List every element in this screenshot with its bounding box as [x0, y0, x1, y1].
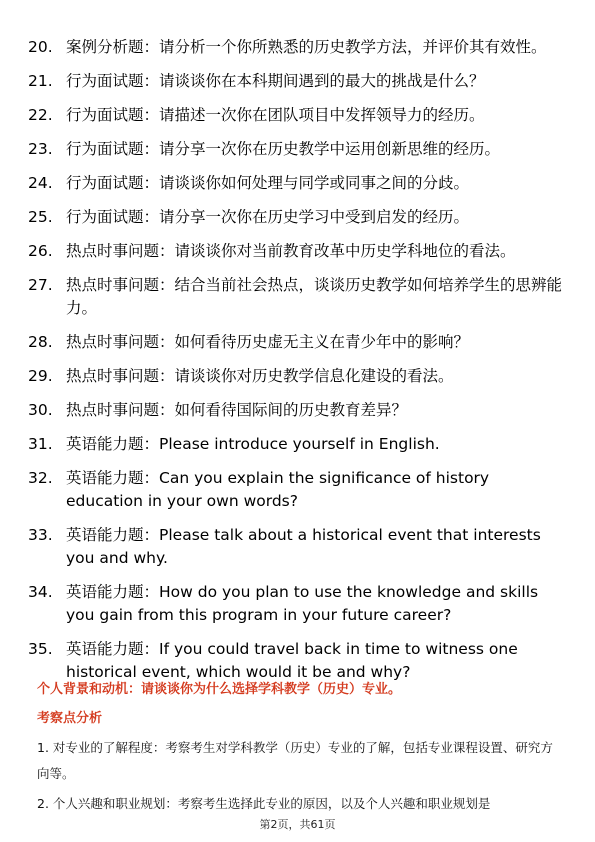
question-number: 27.: [28, 276, 53, 294]
question-item: [28, 206, 568, 229]
question-text: 热点时事问题：如何看待历史虚无主义在青少年中的影响？: [66, 333, 470, 351]
section-heading: 个人背景和动机：请谈谈你为什么选择学科教学（历史）专业。: [37, 682, 402, 697]
analysis-point: 1. 对专业的了解程度：考察考生对学科教学（历史）专业的了解，包括专业课程设置、研究方向等。: [37, 740, 553, 781]
question-number: 28.: [28, 333, 53, 351]
question-item: [28, 467, 568, 513]
question-number: 26.: [28, 242, 53, 260]
question-item: [28, 331, 568, 354]
question-item: [28, 36, 568, 59]
question-item: [28, 240, 568, 263]
question-number: 34.: [28, 583, 53, 601]
question-number: 30.: [28, 401, 53, 419]
question-text: 热点时事问题：结合当前社会热点，谈谈历史教学如何培养学生的思辨能力。: [66, 276, 563, 317]
question-text: 热点时事问题：请谈谈你对当前教育改革中历史学科地位的看法。: [66, 242, 516, 260]
question-text: 行为面试题：请分享一次你在历史教学中运用创新思维的经历。: [66, 140, 501, 158]
question-number: 22.: [28, 106, 53, 124]
question-number: 31.: [28, 435, 53, 453]
question-item: [28, 399, 568, 422]
question-item: [28, 70, 568, 93]
question-item: [28, 274, 568, 320]
question-item: [28, 104, 568, 127]
question-number: 33.: [28, 526, 53, 544]
question-text: 热点时事问题：请谈谈你对历史教学信息化建设的看法。: [66, 367, 454, 385]
question-number: 20.: [28, 38, 53, 56]
question-item: [28, 581, 568, 627]
question-number: 32.: [28, 469, 53, 487]
question-item: [28, 433, 568, 456]
analysis-point: 2. 个人兴趣和职业规划：考察考生选择此专业的原因，以及个人兴趣和职业规划是: [37, 796, 491, 811]
question-text: 英语能力题：Can you explain the significance of history education in your own words?: [66, 469, 490, 510]
question-text: 英语能力题：Please introduce yourself in English.: [66, 435, 440, 453]
analysis-list: [37, 735, 562, 821]
question-text: 英语能力题：How do you plan to use the knowledge and skills you gain from this program in your future career?: [66, 583, 539, 624]
question-number: 35.: [28, 640, 53, 658]
question-number: 24.: [28, 174, 53, 192]
question-item: [28, 365, 568, 388]
question-text: 行为面试题：请分享一次你在历史学习中受到启发的经历。: [66, 208, 470, 226]
question-text: 英语能力题：Please talk about a historical event that interests you and why.: [66, 526, 541, 567]
question-item: [28, 138, 568, 161]
question-number: 21.: [28, 72, 53, 90]
question-item: [28, 172, 568, 195]
page-footer: 第2页，共61页: [259, 818, 336, 831]
question-number: 29.: [28, 367, 53, 385]
question-text: 行为面试题：请描述一次你在团队项目中发挥领导力的经历。: [66, 106, 485, 124]
question-number: 23.: [28, 140, 53, 158]
question-item: [28, 638, 568, 684]
question-text: 行为面试题：请谈谈你在本科期间遇到的最大的挑战是什么？: [66, 72, 485, 90]
question-item: [28, 524, 568, 570]
question-list: [28, 36, 568, 695]
question-text: 英语能力题：If you could travel back in time to witness one historical event, which would it be and why?: [66, 640, 518, 681]
analysis-heading: 考察点分析: [37, 711, 103, 726]
question-number: 25.: [28, 208, 53, 226]
question-text: 热点时事问题：如何看待国际间的历史教育差异？: [66, 401, 408, 419]
question-text: 行为面试题：请谈谈你如何处理与同学或同事之间的分歧。: [66, 174, 470, 192]
question-text: 案例分析题：请分析一个你所熟悉的历史教学方法，并评价其有效性。: [66, 38, 547, 56]
